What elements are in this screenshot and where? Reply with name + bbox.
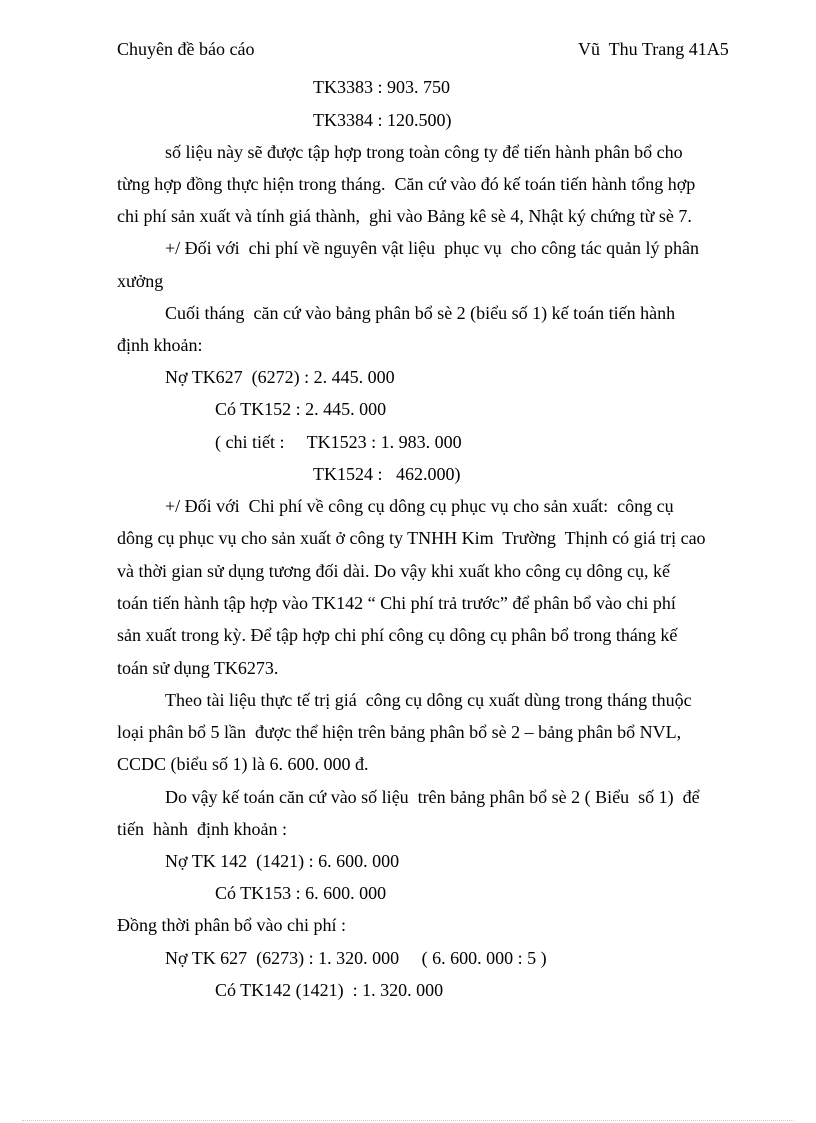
text-line: ( chi tiết : TK1523 : 1. 983. 000 xyxy=(215,432,462,452)
text-line: Nợ TK 627 (6273) : 1. 320. 000 ( 6. 600. 000 : 5 ) xyxy=(165,948,547,968)
text-line: Đồng thời phân bổ vào chi phí : xyxy=(117,915,346,935)
text-line: TK3383 : 903. 750 xyxy=(313,77,450,97)
text-line: toán sử dụng TK6273. xyxy=(117,658,279,678)
page-bottom-divider xyxy=(22,1120,794,1121)
header-right-author: Vũ Thu Trang 41A5 xyxy=(578,39,729,59)
text-line: Có TK152 : 2. 445. 000 xyxy=(215,399,387,419)
text-line: Nợ TK627 (6272) : 2. 445. 000 xyxy=(165,367,395,387)
text-line: toán tiến hành tập hợp vào TK142 “ Chi phí trả trước” để phân bổ vào chi phí xyxy=(117,593,676,613)
text-line: sản xuất trong kỳ. Để tập hợp chi phí công cụ dông cụ phân bổ trong tháng kế xyxy=(117,625,678,645)
text-line: TK3384 : 120.500) xyxy=(313,110,452,130)
text-line: Do vậy kế toán căn cứ vào số liệu trên bảng phân bổ sè 2 ( Biểu số 1) để xyxy=(165,787,700,807)
text-line: Có TK142 (1421) : 1. 320. 000 xyxy=(215,980,444,1000)
text-line: và thời gian sử dụng tương đối dài. Do vậy khi xuất kho công cụ dông cụ, kế xyxy=(117,561,670,581)
text-line: +/ Đối với chi phí về nguyên vật liệu phục vụ cho công tác quản lý phân xyxy=(165,238,700,258)
text-line: TK1524 : 462.000) xyxy=(313,464,461,484)
text-line: tiến hành định khoản : xyxy=(117,819,287,839)
text-line: Nợ TK 142 (1421) : 6. 600. 000 xyxy=(165,851,400,871)
text-line: dông cụ phục vụ cho sản xuất ở công ty TNHH Kim Trường Thịnh có giá trị cao xyxy=(117,528,706,548)
text-line: loại phân bổ 5 lần được thể hiện trên bảng phân bổ sè 2 – bảng phân bổ NVL, xyxy=(117,722,682,742)
text-line: định khoản: xyxy=(117,335,203,355)
text-line: chi phí sản xuất và tính giá thành, ghi vào Bảng kê sè 4, Nhật ký chứng từ sè 7. xyxy=(117,206,692,226)
text-line: xưởng xyxy=(117,271,164,291)
text-line: Có TK153 : 6. 600. 000 xyxy=(215,883,387,903)
text-line: số liệu này sẽ được tập hợp trong toàn công ty để tiến hành phân bổ cho xyxy=(165,142,683,162)
text-line: Theo tài liệu thực tế trị giá công cụ dông cụ xuất dùng trong tháng thuộc xyxy=(165,690,692,710)
text-line: CCDC (biểu số 1) là 6. 600. 000 đ. xyxy=(117,754,369,774)
text-line: Cuối tháng căn cứ vào bảng phân bổ sè 2 (biểu số 1) kế toán tiến hành xyxy=(165,303,676,323)
header-left-title: Chuyên đề báo cáo xyxy=(117,39,255,59)
text-line: +/ Đối với Chi phí về công cụ dông cụ phục vụ cho sản xuất: công cụ xyxy=(165,496,674,516)
text-line: từng hợp đồng thực hiện trong tháng. Căn cứ vào đó kế toán tiến hành tổng hợp xyxy=(117,174,696,194)
